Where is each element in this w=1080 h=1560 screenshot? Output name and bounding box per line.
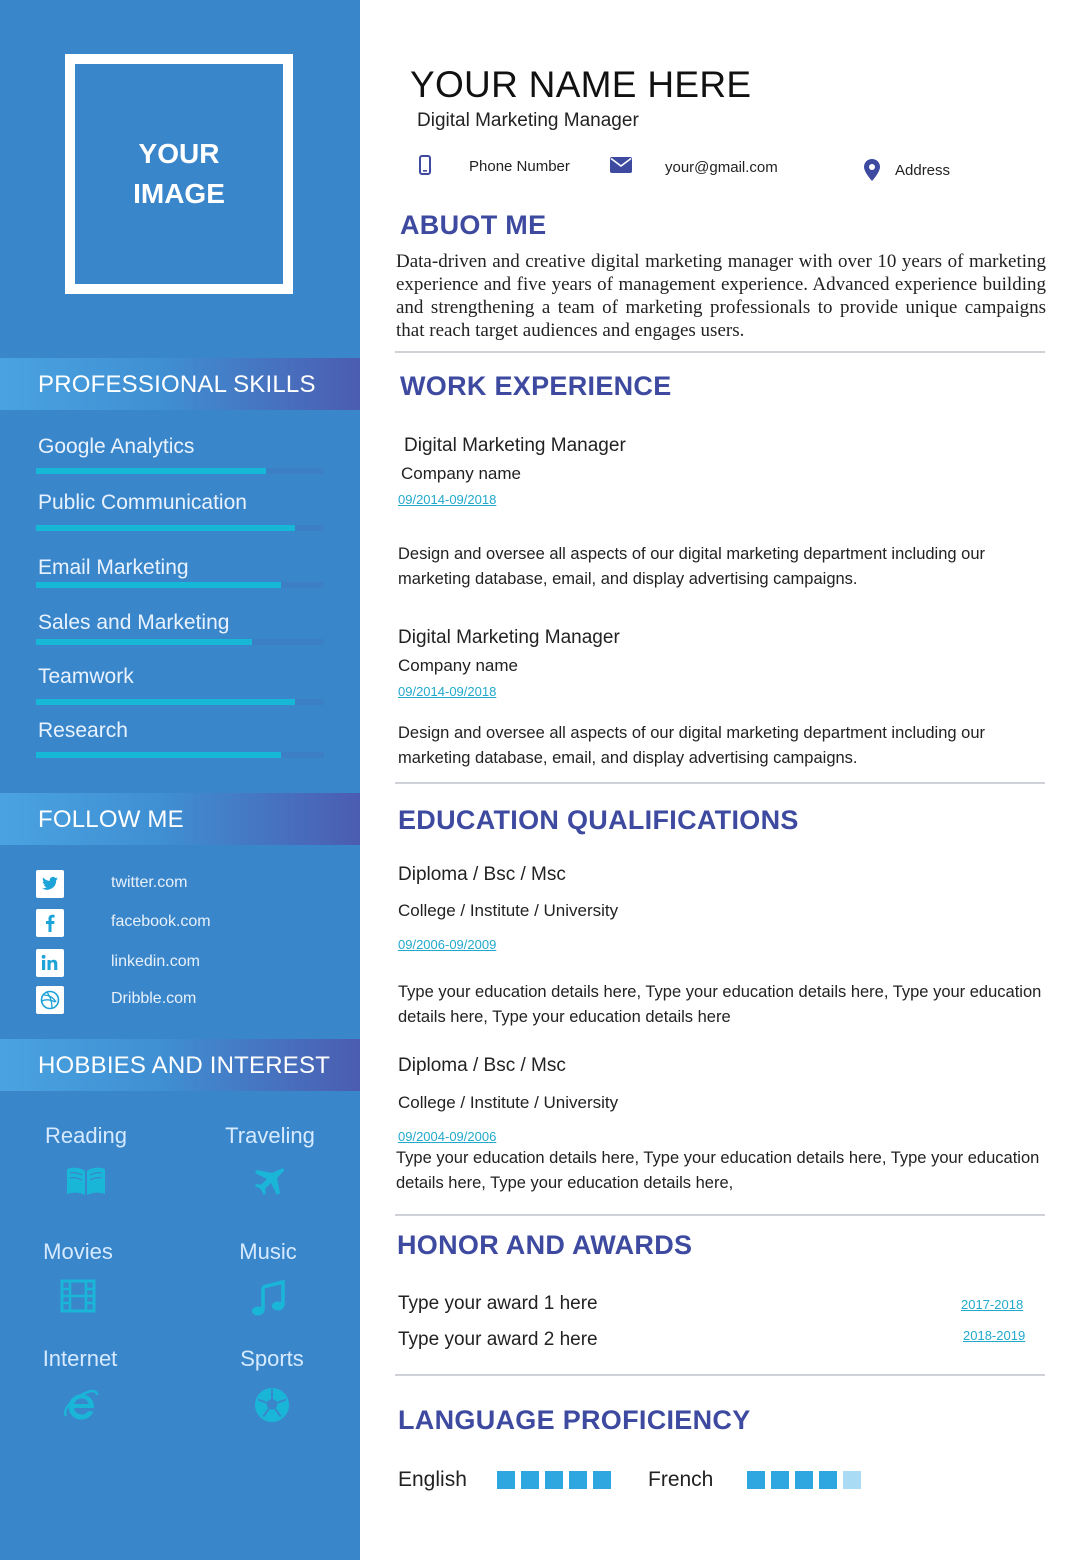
hobby-internet <box>0 1346 160 1430</box>
job-title: Digital Marketing Manager <box>404 435 626 456</box>
skill-bar-fill <box>36 752 281 758</box>
book-icon <box>6 1163 166 1207</box>
divider <box>395 782 1045 784</box>
hobby-traveling <box>190 1123 350 1207</box>
address: Address <box>895 162 951 179</box>
skill-bar-track <box>36 525 324 531</box>
social-link-text[interactable]: linkedin.com <box>111 953 200 970</box>
skills-heading-bar <box>0 358 360 410</box>
education-date[interactable]: 09/2006-09/2009 <box>398 937 497 952</box>
language-level-box <box>497 1471 515 1489</box>
email-address: your@gmail.com <box>665 159 778 176</box>
hobby-label: Traveling <box>225 1123 315 1148</box>
school: College / Institute / University <box>398 1093 619 1112</box>
hobby-label: Internet <box>42 1346 118 1371</box>
skill-bar-track <box>36 699 324 705</box>
follow-heading: FOLLOW ME <box>38 806 184 833</box>
education-date[interactable]: 09/2004-09/2006 <box>398 1129 497 1144</box>
job-description: Design and oversee all aspects of our digital marketing department including our marketing database, email, and display advertising campaigns. <box>398 545 985 588</box>
language-level-box <box>521 1471 539 1489</box>
skill-name: Sales and Marketing <box>38 611 230 634</box>
award-name: Type your award 1 here <box>398 1293 598 1314</box>
skill-bar-track <box>36 752 324 758</box>
language-name: French <box>648 1468 714 1491</box>
skill-bar-track <box>36 582 324 588</box>
social-link-text[interactable]: facebook.com <box>111 913 211 930</box>
hobby-label: Reading <box>45 1123 127 1148</box>
social-link-text[interactable]: twitter.com <box>111 874 188 891</box>
degree: Diploma / Bsc / Msc <box>398 1055 566 1076</box>
skill-name: Google Analytics <box>38 435 195 458</box>
hobbies-heading: HOBBIES AND INTEREST <box>38 1052 331 1079</box>
about-title: ABUOT ME <box>400 210 547 240</box>
award-date[interactable]: 2018-2019 <box>963 1328 1026 1343</box>
divider <box>395 351 1045 353</box>
dribbble-icon <box>36 986 64 1014</box>
language-level-box <box>545 1471 563 1489</box>
photo-text-line-1: YOUR <box>138 138 220 169</box>
skill-item <box>38 611 328 635</box>
follow-heading-bar <box>0 793 360 845</box>
hobby-label: Sports <box>240 1346 304 1371</box>
degree: Diploma / Bsc / Msc <box>398 864 566 885</box>
language-level-box <box>771 1471 789 1489</box>
hobby-label: Movies <box>43 1239 113 1264</box>
language-level-box <box>747 1471 765 1489</box>
divider <box>395 1214 1045 1216</box>
skill-item <box>38 435 328 459</box>
hobbies-heading-bar <box>0 1039 360 1091</box>
skill-bar-fill <box>36 699 295 705</box>
job-role: Digital Marketing Manager <box>417 110 639 131</box>
sidebar <box>0 0 360 1560</box>
twitter-icon <box>36 870 64 898</box>
job-date[interactable]: 09/2014-09/2018 <box>398 684 497 699</box>
experience-title: WORK EXPERIENCE <box>400 371 672 401</box>
airplane-icon <box>190 1163 350 1207</box>
hobby-music <box>188 1239 348 1323</box>
internet-explorer-icon <box>0 1386 160 1430</box>
hobby-sports <box>192 1346 352 1430</box>
job-description: Design and oversee all aspects of our digital marketing department including our marketing database, email, and display advertising campaigns. <box>398 724 985 767</box>
skill-bar-fill <box>36 639 252 645</box>
skill-bar-track <box>36 639 324 645</box>
divider <box>395 1374 1045 1376</box>
job-date[interactable]: 09/2014-09/2018 <box>398 492 497 507</box>
skill-item <box>38 719 328 743</box>
linkedin-icon <box>36 949 64 977</box>
full-name: YOUR NAME HERE <box>410 64 752 105</box>
company-name: Company name <box>401 464 522 483</box>
job-title: Digital Marketing Manager <box>398 627 620 648</box>
awards-title: HONOR AND AWARDS <box>397 1230 693 1260</box>
school: College / Institute / University <box>398 901 619 920</box>
skill-name: Email Marketing <box>38 556 189 579</box>
languages-title: LANGUAGE PROFICIENCY <box>398 1405 751 1435</box>
phone-icon <box>419 155 431 180</box>
skill-name: Teamwork <box>38 665 134 688</box>
company-name: Company name <box>398 656 519 675</box>
hobby-label: Music <box>239 1239 297 1264</box>
photo-text-line-2: IMAGE <box>133 178 225 209</box>
email-icon <box>610 157 632 178</box>
language-name: English <box>398 1468 467 1491</box>
skill-name: Research <box>38 719 128 742</box>
skills-heading: PROFESSIONAL SKILLS <box>38 371 316 398</box>
skill-bar-fill <box>36 468 266 474</box>
location-pin-icon <box>864 159 880 186</box>
skill-item <box>38 665 328 689</box>
skill-bar-track <box>36 468 324 474</box>
hobby-reading <box>6 1123 166 1207</box>
skill-item <box>38 556 328 580</box>
skill-bar-fill <box>36 525 295 531</box>
profile-photo-placeholder <box>65 54 293 294</box>
soccer-ball-icon <box>192 1386 352 1430</box>
facebook-icon <box>36 909 64 937</box>
language-level-box <box>843 1471 861 1489</box>
phone-number: Phone Number <box>469 158 570 175</box>
skill-item <box>38 491 328 515</box>
education-title: EDUCATION QUALIFICATIONS <box>398 805 799 835</box>
award-date[interactable]: 2017-2018 <box>961 1297 1024 1312</box>
education-description: Type your education details here, Type your education details here, Type your education details here, Type your education details here <box>398 983 1042 1026</box>
language-level-box <box>569 1471 587 1489</box>
language-level-box <box>795 1471 813 1489</box>
skill-bar-fill <box>36 582 281 588</box>
about-text: Data-driven and creative digital marketing manager with over 10 years of marketing experience and five years of management experience. Advanced experience building and strengthening a team of marketing professionals to provide unique campaigns that reach target audiences and engages users. <box>396 251 1046 341</box>
award-name: Type your award 2 here <box>398 1329 598 1350</box>
language-level-box <box>819 1471 837 1489</box>
music-note-icon <box>188 1279 348 1323</box>
social-link-text[interactable]: Dribble.com <box>111 990 197 1007</box>
language-level-box <box>593 1471 611 1489</box>
hobby-movies <box>0 1239 158 1323</box>
film-icon <box>0 1279 158 1323</box>
skill-name: Public Communication <box>38 491 247 514</box>
education-description: Type your education details here, Type your education details here, Type your education details here, Type your education details here, <box>396 1149 1040 1192</box>
